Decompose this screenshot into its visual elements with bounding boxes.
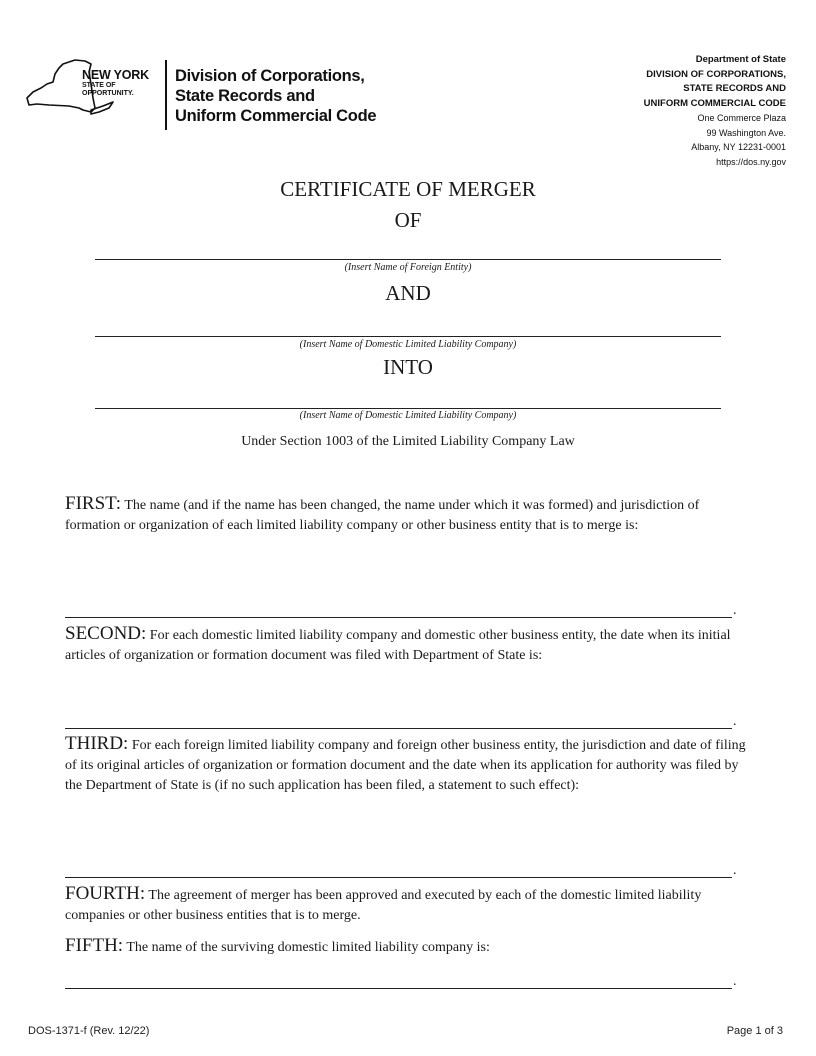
article-third-line-end: . — [733, 863, 737, 878]
address-block — [644, 53, 786, 169]
article-fifth-line-end: . — [733, 974, 737, 989]
article-fifth-text: The name of the surviving domestic limited liability company is: — [126, 940, 490, 955]
division-line-2: STATE RECORDS AND — [683, 83, 786, 94]
title-and: AND — [385, 281, 431, 305]
article-second-line-end: . — [733, 714, 737, 729]
brand-divider — [165, 60, 167, 130]
domestic-llc-caption-1: (Insert Name of Domestic Limited Liability Company) — [299, 339, 517, 350]
website-link[interactable]: https://dos.ny.gov — [716, 156, 786, 167]
article-first-heading: FIRST: — [65, 493, 122, 514]
article-third-heading: THIRD: — [65, 733, 129, 754]
title-of: OF — [394, 208, 422, 232]
law-section-note: Under Section 1003 of the Limited Liability Company Law — [241, 434, 575, 449]
page-number: Page 1 of 3 — [726, 1025, 783, 1037]
brand-tagline: STATE OF OPPORTUNITY. — [82, 82, 134, 97]
brand-division-name: Division of Corporations, State Records and Uniform Commercial Code — [175, 67, 377, 125]
article-second — [65, 624, 753, 666]
article-third — [65, 734, 753, 796]
department-name: Department of State — [695, 54, 786, 65]
domestic-llc-caption-2: (Insert Name of Domestic Limited Liability Company) — [299, 410, 517, 421]
article-first — [65, 494, 753, 536]
article-fifth — [65, 936, 753, 958]
title-into: INTO — [383, 355, 433, 379]
domestic-llc-name-field-2[interactable] — [95, 408, 721, 409]
division-line-1: DIVISION OF CORPORATIONS, — [646, 68, 786, 80]
article-fifth-heading: FIFTH: — [65, 935, 124, 956]
brand-state-name: NEW YORK — [82, 68, 149, 82]
form-id: DOS-1371-f (Rev. 12/22) — [28, 1025, 150, 1037]
article-second-text: For each domestic limited liability company and domestic other business entity, the date when its initial articles of organization or formation document was filed with Department of State is: — [65, 628, 731, 663]
foreign-entity-caption: (Insert Name of Foreign Entity) — [344, 262, 472, 273]
division-line-3: UNIFORM COMMERCIAL CODE — [643, 97, 786, 109]
article-fourth — [65, 884, 753, 926]
city-line: Albany, NY 12231-0001 — [691, 142, 786, 152]
article-third-answer-line[interactable] — [65, 877, 732, 878]
article-fourth-text: The agreement of merger has been approved and executed by each of the domestic limited liability companies or other business entities that is to merge. — [65, 888, 702, 923]
street-line-1: One Commerce Plaza — [697, 113, 786, 123]
article-first-answer-line[interactable] — [65, 617, 732, 618]
article-third-text: For each foreign limited liability company and foreign other business entity, the jurisdiction and date of filing of its original articles of organization or formation document and the date when its application for authority was filed by the Department of State is (if no such application has been filed, a statement to such effect): — [65, 738, 746, 793]
article-fourth-heading: FOURTH: — [65, 883, 146, 904]
article-fifth-answer-line[interactable] — [65, 988, 732, 989]
foreign-entity-name-field[interactable] — [95, 259, 721, 260]
document-title: CERTIFICATE OF MERGER — [280, 177, 536, 201]
street-line-2: 99 Washington Ave. — [706, 127, 786, 138]
domestic-llc-name-field-1[interactable] — [95, 336, 721, 337]
article-first-text: The name (and if the name has been changed, the name under which it was formed) and jurisdiction of formation or organization of each limited liability company or other business entity that is to merge is: — [65, 498, 700, 533]
article-second-answer-line[interactable] — [65, 728, 732, 729]
article-second-heading: SECOND: — [65, 623, 147, 644]
article-first-line-end: . — [733, 603, 737, 618]
